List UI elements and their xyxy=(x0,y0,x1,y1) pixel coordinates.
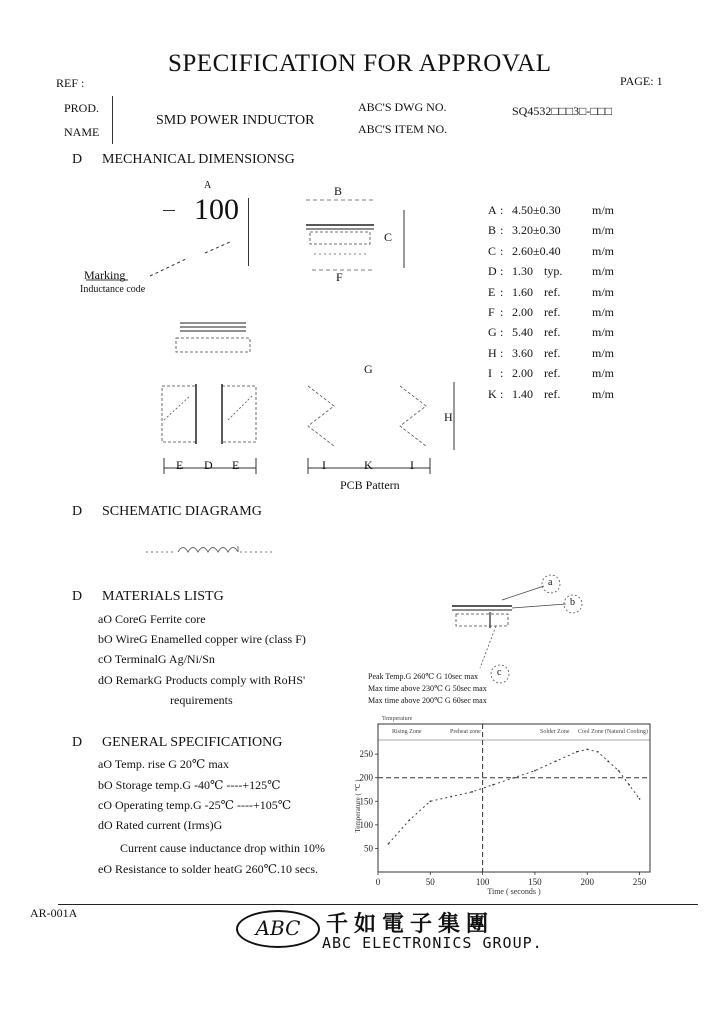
series-point xyxy=(576,751,578,753)
series-point xyxy=(471,791,473,793)
label-g: G xyxy=(364,362,373,376)
dimension-note: typ. xyxy=(544,264,563,279)
dimension-value: 1.40 xyxy=(512,386,533,401)
dimension-sep: : xyxy=(500,366,504,381)
dimension-key: A xyxy=(488,203,497,217)
dimension-sep: : xyxy=(500,386,504,401)
name-label: NAME xyxy=(64,125,100,139)
x-tick-label: 200 xyxy=(580,877,594,887)
label-d: D xyxy=(204,458,213,472)
dimension-key: K xyxy=(488,386,497,401)
dimension-value: 1.30 xyxy=(512,264,533,279)
dimension-unit: m/m xyxy=(592,203,615,217)
series-point xyxy=(408,819,410,821)
x-tick-label: 150 xyxy=(528,877,542,887)
dimension-note: ref. xyxy=(544,305,561,319)
label-b: B xyxy=(334,184,343,198)
dimension-value: 2.00 xyxy=(512,305,533,319)
series-point xyxy=(513,777,515,779)
dimension-note: ref. xyxy=(544,345,561,360)
company-logo: ABC xyxy=(236,910,320,948)
series-point xyxy=(450,796,452,798)
dimension-key: G xyxy=(488,325,497,340)
label-e-right: E xyxy=(232,458,240,472)
dimension-sep: : xyxy=(500,284,504,299)
label-c: C xyxy=(384,230,393,244)
dimension-unit: m/m xyxy=(592,305,615,319)
material-remark: dO RemarkG Products comply with RoHS' xyxy=(98,673,306,687)
chart-note-200: Max time above 200℃ G 60sec max xyxy=(368,696,487,705)
dimension-note: ref. xyxy=(544,366,561,381)
schematic-bullet: D xyxy=(72,504,83,519)
dimension-key: I xyxy=(488,366,492,381)
spec-operating-temp: cO Operating temp.G -25℃ ----+105℃ xyxy=(98,798,292,812)
label-h: H xyxy=(444,410,453,424)
dimension-sep: : xyxy=(500,305,504,319)
dimension-sep: : xyxy=(500,325,504,340)
phase-label: Solder Zone xyxy=(540,729,570,735)
callout-a: a xyxy=(548,577,553,588)
x-tick-label: 100 xyxy=(475,877,490,887)
dimension-sep: : xyxy=(500,243,504,258)
dimension-value: 3.20±0.30 xyxy=(512,223,561,238)
dimension-key: C xyxy=(488,243,497,258)
spec-storage-temp: bO Storage temp.G -40℃ ----+125℃ xyxy=(98,778,281,792)
pcb-label: PCB Pattern xyxy=(340,478,400,492)
spec-temp-rise: aO Temp. rise G 20℃ max xyxy=(98,757,230,771)
company-name-cn: 千如電子集團 xyxy=(326,912,495,937)
dimension-note: ref. xyxy=(544,386,561,401)
dimension-value: 5.40 xyxy=(512,325,533,340)
dimension-unit: m/m xyxy=(592,325,615,340)
dimension-key: D xyxy=(488,264,497,279)
dimension-note: ref. xyxy=(544,284,561,299)
chart-note-peak: Peak Temp.G 260℃ G 10sec max xyxy=(368,672,478,681)
chart-note-230: Max time above 230℃ G 50sec max xyxy=(368,684,487,693)
y-axis-label: Temperature ( ℃ ) xyxy=(354,779,362,833)
dimension-key: E xyxy=(488,284,496,299)
material-remark-cont: requirements xyxy=(170,693,233,707)
y-tick-label: 250 xyxy=(359,749,373,760)
series-point xyxy=(586,749,588,751)
dimension-unit: m/m xyxy=(592,366,615,381)
x-tick-label: 250 xyxy=(632,877,647,887)
footer-rule xyxy=(58,904,698,905)
item-label: ABC'S ITEM NO. xyxy=(358,122,448,136)
series-point xyxy=(639,798,641,800)
dwg-label: ABC'S DWG NO. xyxy=(358,100,447,114)
product-name: SMD POWER INDUCTOR xyxy=(156,113,315,128)
dimension-sep: : xyxy=(500,223,504,238)
y-tick-label: 200 xyxy=(359,772,373,783)
materials-heading: MATERIALS LISTG xyxy=(102,589,224,604)
general-heading: GENERAL SPECIFICATIONG xyxy=(102,735,283,750)
series-point xyxy=(597,751,599,753)
series-point xyxy=(607,760,609,762)
dimension-note: ref. xyxy=(544,325,561,340)
phase-label: Rising Zone xyxy=(392,729,422,735)
dwg-value: SQ4532□□□3□-□□□ xyxy=(512,104,613,118)
x-tick-label: 50 xyxy=(425,877,435,887)
dimension-sep: : xyxy=(500,264,504,279)
y-tick-label: 50 xyxy=(364,843,373,854)
chart-frame xyxy=(378,724,650,872)
label-a: A xyxy=(204,180,212,191)
phase-label: Preheat zone xyxy=(450,729,481,735)
page-number: PAGE: 1 xyxy=(620,74,663,88)
phase-label: Cool Zone (Natural Cooling) xyxy=(578,729,648,735)
series-point xyxy=(429,800,431,802)
callout-c: c xyxy=(497,667,502,678)
dimension-key: H xyxy=(488,345,497,360)
dimension-key: B xyxy=(488,223,497,238)
footer-code: AR-001A xyxy=(30,906,78,920)
materials-bullet: D xyxy=(72,589,83,604)
general-bullet: D xyxy=(72,735,83,750)
phase-label: Temperature xyxy=(382,716,413,722)
company-name-en: ABC ELECTRONICS GROUP. xyxy=(322,934,543,952)
mech-heading: MECHANICAL DIMENSIONSG xyxy=(102,152,295,167)
dimension-value: 1.60 xyxy=(512,284,533,299)
page-title: SPECIFICATION FOR APPROVAL xyxy=(168,50,552,77)
x-axis-label: Time ( seconds ) xyxy=(487,887,541,896)
inductance-label: Inductance code xyxy=(80,284,146,295)
dimension-sep: : xyxy=(500,345,504,360)
dimension-unit: m/m xyxy=(592,223,615,238)
dimension-unit: m/m xyxy=(592,243,615,258)
dimension-unit: m/m xyxy=(592,386,615,401)
series-point xyxy=(628,784,630,786)
y-tick-label: 150 xyxy=(359,796,373,807)
label-i-right: I xyxy=(410,458,414,472)
dimension-sep: : xyxy=(500,203,504,217)
material-wire: bO WireG Enamelled copper wire (class F) xyxy=(98,632,306,646)
label-e-left: E xyxy=(176,458,184,472)
marking-label: Marking xyxy=(84,268,126,282)
label-f: F xyxy=(336,270,343,284)
dimension-value: 3.60 xyxy=(512,345,533,360)
series-point xyxy=(534,770,536,772)
series-line xyxy=(388,749,639,843)
x-tick-label: 0 xyxy=(375,877,381,887)
label-i-left: I xyxy=(322,458,326,472)
dimension-unit: m/m xyxy=(592,264,615,279)
label-k: K xyxy=(364,458,373,472)
marking-value: 100 xyxy=(194,193,239,226)
prod-label: PROD. xyxy=(64,101,100,115)
schematic-heading: SCHEMATIC DIAGRAMG xyxy=(102,504,262,519)
dimension-value: 2.60±0.40 xyxy=(512,243,561,258)
material-terminal: cO TerminalG Ag/Ni/Sn xyxy=(98,652,215,666)
spec-rated-current-cont: Current cause inductance drop within 10% xyxy=(120,841,325,855)
spec-solder-heat: eO Resistance to solder heatG 260℃.10 secs. xyxy=(98,862,319,876)
spec-rated-current: dO Rated current (Irms)G xyxy=(98,818,223,832)
ref-label: REF : xyxy=(56,76,85,90)
dimension-unit: m/m xyxy=(592,284,615,299)
series-point xyxy=(492,784,494,786)
dimension-unit: m/m xyxy=(592,345,615,360)
series-point xyxy=(555,760,557,762)
series-point xyxy=(618,770,620,772)
callout-b: b xyxy=(570,597,575,608)
y-tick-label: 100 xyxy=(359,819,373,830)
material-core: aO CoreG Ferrite core xyxy=(98,612,206,626)
mech-bullet: D xyxy=(72,152,83,167)
dimension-key: F xyxy=(488,305,495,319)
series-point xyxy=(388,843,390,845)
dimension-value: 4.50±0.30 xyxy=(512,203,561,217)
dimension-value: 2.00 xyxy=(512,366,533,381)
